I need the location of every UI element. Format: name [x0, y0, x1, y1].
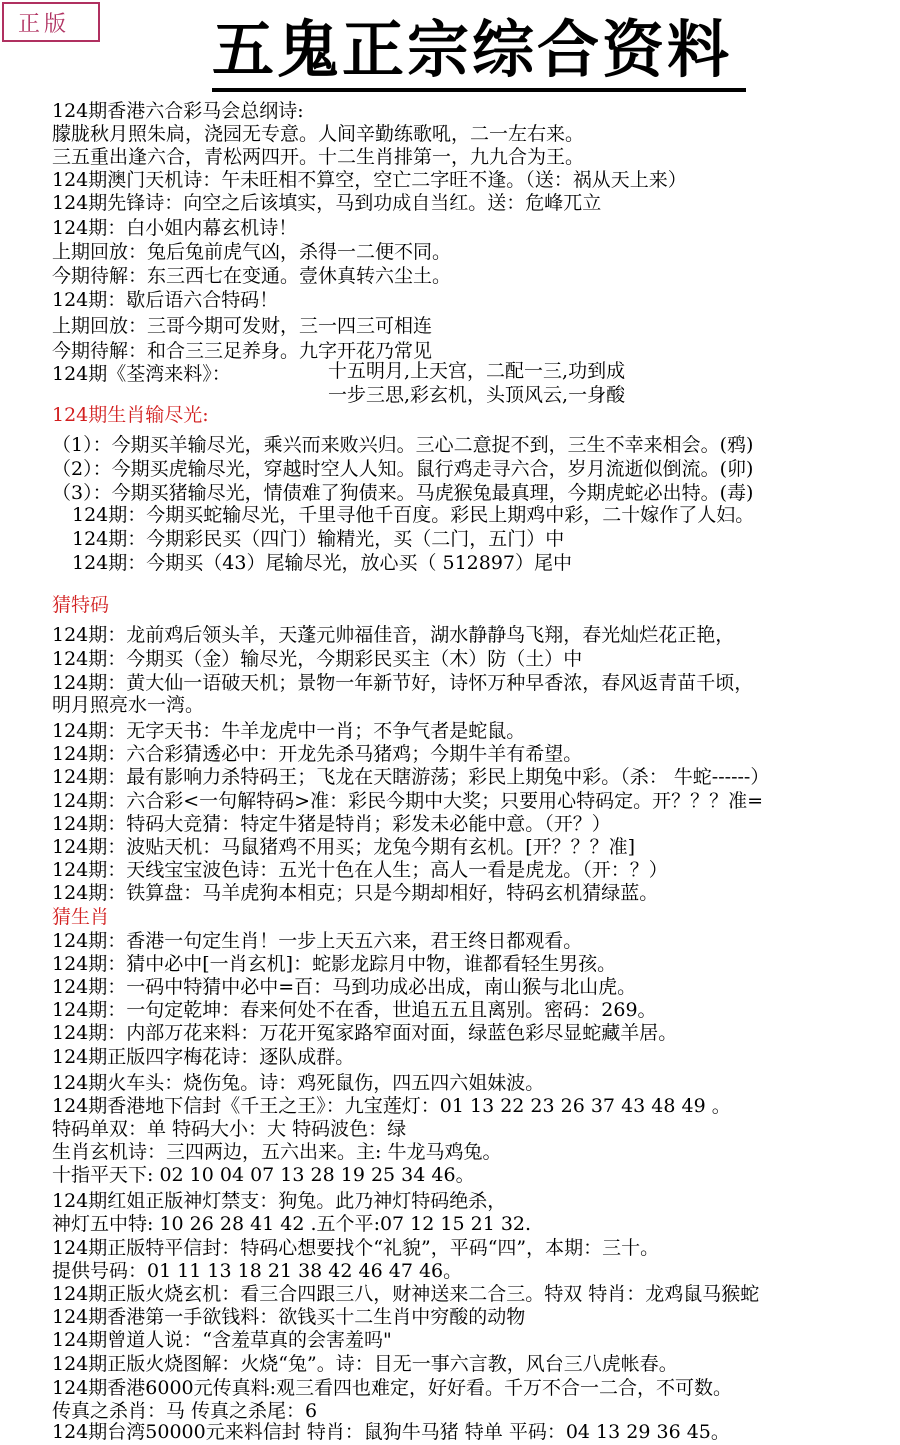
- text-line: 十指平天下: 02 10 04 07 13 28 19 25 34 46。: [52, 1164, 475, 1186]
- text-line: 三五重出逢六合，青松两四开。十二生肖排第一，九九合为王。: [52, 146, 585, 168]
- text-line: 124期：龙前鸡后领头羊，天蓬元帅福佳音，湖水静静鸟飞翔，春光灿烂花正艳，: [52, 624, 735, 646]
- text-line: 神灯五中特: 10 26 28 41 42 .五个平:07 12 15 21 32.: [52, 1213, 532, 1235]
- text-line: 124期：香港一句定生肖！一步上天五六来，君王终日都观看。: [52, 930, 583, 952]
- text-line: 124期：内部万花来料：万花开冤家路窄面对面，绿蓝色彩尽显蛇藏羊居。: [52, 1022, 678, 1044]
- text-line: 124期：今期彩民买（四门）输精光，买（二门，五门）中: [72, 528, 565, 550]
- text-line: 124期：今期买（43）尾输尽光，放心买（ 512897）尾中: [72, 552, 573, 574]
- text-line: 今期待解：和合三三足养身。九字开花乃常见: [52, 340, 433, 362]
- text-line: 124期：歇后语六合特码！: [52, 289, 279, 311]
- text-line: 124期先锋诗：向空之后该填实，马到功成自当红。送：危峰兀立: [52, 192, 602, 214]
- text-line: 124期：一句定乾坤：春来何处不在香，世追五五且离别。密码：269。: [52, 999, 657, 1021]
- text-line: 十五明月,上天宫，二配一三,功到成: [328, 360, 626, 382]
- text-line: 124期：天线宝宝波色诗：五光十色在人生；高人一看是虎龙。（开：？）: [52, 859, 668, 881]
- text-line: 124期香港6000元传真料:观三看四也难定，好好看。千万不合一二合，不可数。: [52, 1377, 733, 1399]
- text-line: 124期红姐正版神灯禁支：狗兔。此乃神灯特码绝杀，: [52, 1190, 507, 1212]
- text-line: 124期香港六合彩马会总纲诗:: [52, 100, 304, 122]
- text-line: 传真之杀肖：马 传真之杀尾：6: [52, 1400, 318, 1422]
- text-line: 124期：最有影响力杀特码王；飞龙在天瞎游荡；彩民上期兔中彩。（杀： 牛蛇------）: [52, 766, 770, 788]
- text-line: 124期：特码大竞猜：特定牛猪是特肖；彩发未必能中意。（开？）: [52, 813, 611, 835]
- text-line: 124期：今期买（金）输尽光，今期彩民买主（木）防（土）中: [52, 648, 583, 670]
- text-line: 上期回放：兔后兔前虎气凶，杀得一二便不同。: [52, 241, 452, 263]
- text-line: 124期：一码中特猜中必中=百：马到功成必出成，南山猴与北山虎。: [52, 976, 637, 998]
- text-line: （1）：今期买羊输尽光，乘兴而来败兴归。三心二意捉不到，三生不幸来相会。(鸦): [52, 434, 754, 456]
- page-title: 五鬼正宗综合资料: [212, 13, 733, 86]
- text-line: 124期台湾50000元来料信封 特肖：鼠狗牛马猪 特单 平码：04 13 29 36 45。: [52, 1421, 730, 1443]
- text-line: 124期：六合彩<一句解特码>准：彩民今期中大奖；只要用心特码定。开？？？准=: [52, 790, 764, 812]
- section-heading: 124期生肖输尽光:: [52, 404, 209, 426]
- text-line: 124期正版特平信封：特码心想要找个“礼貌”，平码“四”，本期：三十。: [52, 1237, 660, 1259]
- text-line: （2）：今期买虎输尽光，穿越时空人人知。鼠行鸡走寻六合，岁月流逝似倒流。(卯): [52, 458, 754, 480]
- text-line: 124期正版四字梅花诗：逐队成群。: [52, 1046, 355, 1068]
- text-line: 124期：猜中必中[一肖玄机]：蛇影龙踪月中物，谁都看轻生男孩。: [52, 953, 617, 975]
- text-line: 124期：波贴天机：马鼠猪鸡不用买；龙兔今期有玄机。[开？？？准]: [52, 836, 636, 858]
- text-line: 124期：黄大仙一语破天机；景物一年新节好，诗怀万种早香浓，春风返青苗千顷，: [52, 672, 754, 694]
- text-line: （3）：今期买猪输尽光，情债难了狗债来。马虎猴兔最真理，今期虎蛇必出特。(毒): [52, 482, 754, 504]
- text-line: 生肖玄机诗：三四两边，五六出来。主: 牛龙马鸡兔。: [52, 1141, 502, 1163]
- section-heading: 猜生肖: [52, 906, 110, 928]
- text-line: 124期澳门天机诗：午未旺相不算空，空亡二字旺不逢。（送：祸从天上来）: [52, 169, 687, 191]
- text-line: 124期：今期买蛇输尽光，千里寻他千百度。彩民上期鸡中彩，二十嫁作了人妇。: [72, 504, 755, 526]
- text-line: 124期正版火烧图解：火烧“兔”。诗：目无一事六言教，风台三八虎帐春。: [52, 1353, 678, 1375]
- text-line: 124期香港地下信封《千王之王》：九宝莲灯：01 13 22 23 26 37 43 48 49 。: [52, 1095, 731, 1117]
- edition-badge: 正版: [2, 2, 100, 42]
- text-line: 124期：铁算盘：马羊虎狗本相克；只是今期却相好，特码玄机猜绿蓝。: [52, 882, 659, 904]
- text-line: 提供号码：01 11 13 18 21 38 42 46 47 46。: [52, 1260, 463, 1282]
- text-line: 124期香港第一手欲钱料：欲钱买十二生肖中穷酸的动物: [52, 1306, 526, 1328]
- text-line: 明月照亮水一湾。: [52, 694, 205, 716]
- text-line: 124期曾道人说：“含羞草真的会害羞吗": [52, 1329, 392, 1351]
- text-line: 一步三思,彩玄机，头顶风云,一身酸: [328, 384, 626, 406]
- text-line: 朦胧秋月照朱扃，浇园无专意。人间辛勤练歌吼，二一左右来。: [52, 123, 585, 145]
- text-line: 124期《荃湾来料》：: [52, 363, 231, 385]
- text-line: 124期火车头：烧伤兔。诗：鸡死鼠伤，四五四六姐妹波。: [52, 1072, 545, 1094]
- text-line: 124期：白小姐内幕玄机诗！: [52, 217, 298, 239]
- text-line: 124期：六合彩猜透必中：开龙先杀马猪鸡；今期牛羊有希望。: [52, 743, 583, 765]
- text-line: 124期正版火烧玄机：看三合四跟三八，财神送来二合三。特双 特肖：龙鸡鼠马猴蛇: [52, 1283, 760, 1305]
- text-line: 124期：无字天书：牛羊龙虎中一肖；不争气者是蛇鼠。: [52, 720, 526, 742]
- text-line: 上期回放：三哥今期可发财，三一四三可相连: [52, 315, 433, 337]
- text-line: 特码单双：单 特码大小：大 特码波色：绿: [52, 1118, 407, 1140]
- text-line: 今期待解：东三西七在变通。壹休真转六尘土。: [52, 265, 452, 287]
- section-heading: 猜特码: [52, 594, 110, 616]
- title-underline: [212, 88, 746, 92]
